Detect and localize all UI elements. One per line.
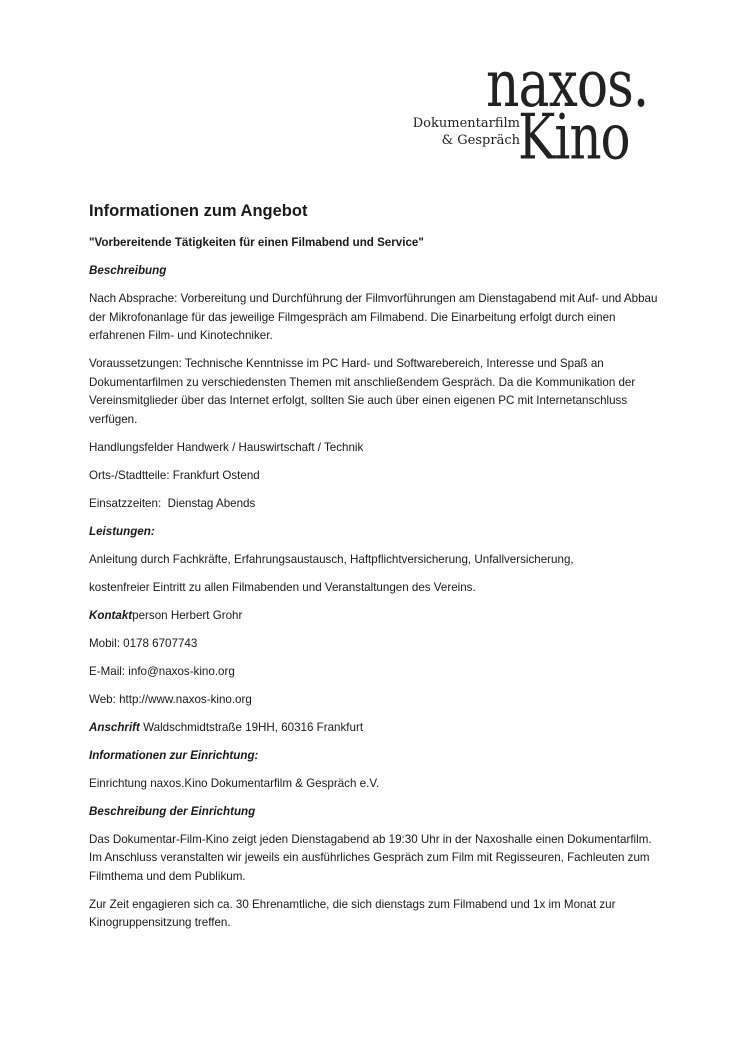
logo-kino-text: Kino [518,101,630,174]
orte-text: Orts-/Stadtteile: Frankfurt Ostend [89,468,260,482]
document-body [89,200,664,942]
logo-naxos-text: naxos. [486,47,649,122]
kontakt-label: Kontakt [89,608,133,622]
info-einrichtung-heading: Informationen zur Einrichtung: [89,748,259,762]
handlungsfelder-text: Handlungsfelder Handwerk / Hauswirtschaft / Technik [89,440,364,454]
anschrift-label: Anschrift [89,720,140,734]
leistungen-text-1: Anleitung durch Fachkräfte, Erfahrungsaustausch, Haftpflichtversicherung, Unfallversicherung, [89,552,574,566]
einrichtung-beschreibung-2: Zur Zeit engagieren sich ca. 30 Ehrenamtliche, die sich dienstags zum Filmabend und 1x im Monat zur Kinogruppensitzung treffen. [89,897,616,929]
naxos-kino-logo [410,47,660,174]
leistungen-text-2: kostenfreier Eintritt zu allen Filmabenden und Veranstaltungen des Vereins. [89,580,476,594]
web-text: Web: http://www.naxos-kino.org [89,692,252,706]
anschrift-line [89,719,664,738]
einrichtung-text: Einrichtung naxos.Kino Dokumentarfilm & Gespräch e.V. [89,776,380,790]
beschreibung-heading: Beschreibung [89,264,167,277]
page-title: Informationen zum Angebot [89,202,308,220]
beschreibung-einrichtung-heading: Beschreibung der Einrichtung [89,804,256,818]
anschrift-address: Waldschmidtstraße 19HH, 60316 Frankfurt [139,720,364,734]
voraussetzungen-text: Voraussetzungen: Technische Kenntnisse im PC Hard- und Softwarebereich, Interesse und Spaß an Dokumentarfilmen zu verschiedensten Themen mit anschließendem Gespräch. Da die Kommunikation der Vereinsmitglieder über das Internet erfolgt, sollten Sie auch über einen eigenen PC mit Internetanschluss verfügen. [89,357,636,426]
leistungen-heading: Leistungen: [89,524,155,538]
kontakt-line [89,607,664,626]
einrichtung-beschreibung-1: Das Dokumentar-Film-Kino zeigt jeden Dienstagabend ab 19:30 Uhr in der Naxoshalle einen Dokumentarfilm. Im Anschluss veranstalten wir jeweils ein ausführliches Gespräch zum Film mit Regisseuren, Fachleuten zum Filmthema und dem Publikum. [89,832,652,883]
logo-tagline-1: Dokumentarfilm [412,116,520,131]
offer-subtitle: "Vorbereitende Tätigkeiten für einen Filmabend und Service" [89,236,424,249]
mobil-text: Mobil: 0178 6707743 [89,636,198,650]
einsatzzeiten-text: Einsatzzeiten: Dienstag Abends [89,496,256,510]
kontakt-name: person Herbert Grohr [132,608,243,622]
logo-tagline-2: & Gespräch [441,133,520,148]
beschreibung-text: Nach Absprache: Vorbereitung und Durchführung der Filmvorführungen am Dienstagabend mit Auf- und Abbau der Mikrofonanlage für das jeweilige Filmgespräch am Filmabend. Die Einarbeitung erfolgt durch einen erfahrenen Film- und Kinotechniker. [89,292,658,342]
email-text: E-Mail: info@naxos-kino.org [89,664,235,678]
